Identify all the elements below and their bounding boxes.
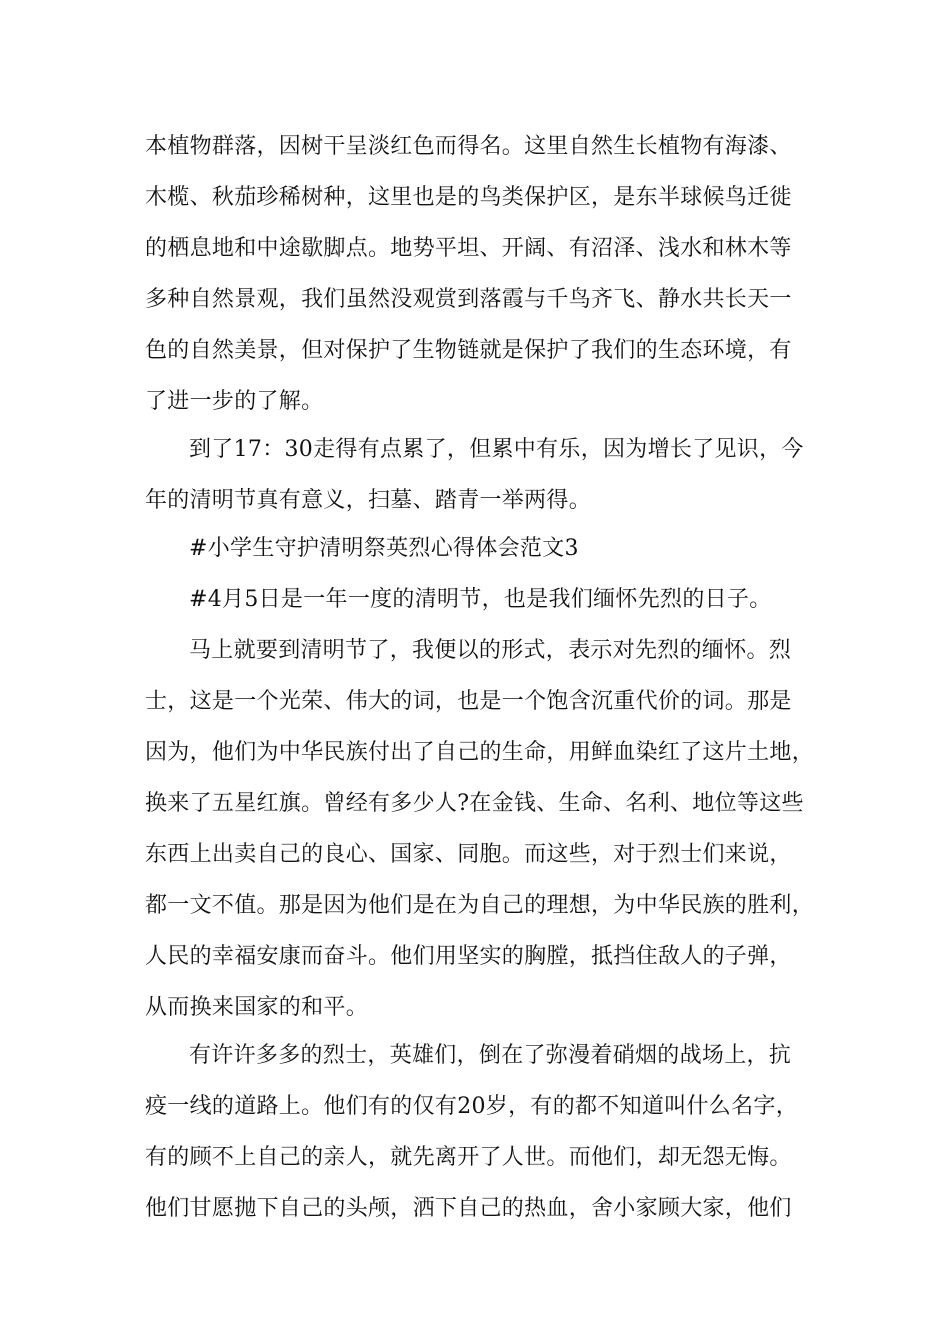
- text-line: 都一文不值。那是因为他们是在为自己的理想，为中华民族的胜利，: [145, 893, 815, 918]
- text-line: 士，这是一个光荣、伟大的词，也是一个饱含沉重代价的词。那是: [145, 689, 792, 714]
- text-line: 因为，他们为中华民族付出了自己的生命，用鲜血染红了这片土地，: [145, 740, 815, 765]
- paragraph-first-line: 有许许多多的烈士，英雄们，倒在了弥漫着硝烟的战场上，抗: [189, 1043, 792, 1068]
- text-line: 东西上出卖自己的良心、国家、同胞。而这些，对于烈士们来说，: [145, 842, 792, 867]
- section-heading: #小学生守护清明祭英烈心得体会范文3: [189, 536, 579, 561]
- text-line: 了进一步的了解。: [145, 389, 324, 414]
- text-line: 疫一线的道路上。他们有的仅有20岁，有的都不知道叫什么名字，: [145, 1094, 798, 1119]
- paragraph-first-line: 到了17：30走得有点累了，但累中有乐，因为增长了见识，今: [189, 437, 804, 462]
- text-line: 木榄、秋茄珍稀树种，这里也是的鸟类保护区，是东半球候鸟迁徙: [145, 185, 792, 210]
- text-line: 人民的幸福安康而奋斗。他们用坚实的胸膛，抵挡住敌人的子弹，: [145, 944, 792, 969]
- text-line: 从而换来国家的和平。: [145, 995, 369, 1020]
- text-line: 色的自然美景，但对保护了生物链就是保护了我们的生态环境，有: [145, 338, 792, 363]
- text-line: 有的顾不上自己的亲人，就先离开了人世。而他们，却无怨无悔。: [145, 1145, 792, 1170]
- text-line: 的栖息地和中途歇脚点。地势平坦、开阔、有沼泽、浅水和林木等: [145, 236, 792, 261]
- text-line: 多种自然景观，我们虽然没观赏到落霞与千鸟齐飞、静水共长天一: [145, 287, 792, 312]
- paragraph-first-line: #4月5日是一年一度的清明节，也是我们缅怀先烈的日子。: [189, 587, 772, 612]
- text-line: 本植物群落，因树干呈淡红色而得名。这里自然生长植物有海漆、: [145, 134, 792, 159]
- text-line: 年的清明节真有意义，扫墓、踏青一举两得。: [145, 488, 592, 513]
- paragraph-first-line: 马上就要到清明节了，我便以的形式，表示对先烈的缅怀。烈: [189, 638, 792, 663]
- text-line: 换来了五星红旗。曾经有多少人?在金钱、生命、名利、地位等这些: [145, 791, 804, 816]
- text-line: 他们甘愿抛下自己的头颅，洒下自己的热血，舍小家顾大家，他们: [145, 1196, 792, 1221]
